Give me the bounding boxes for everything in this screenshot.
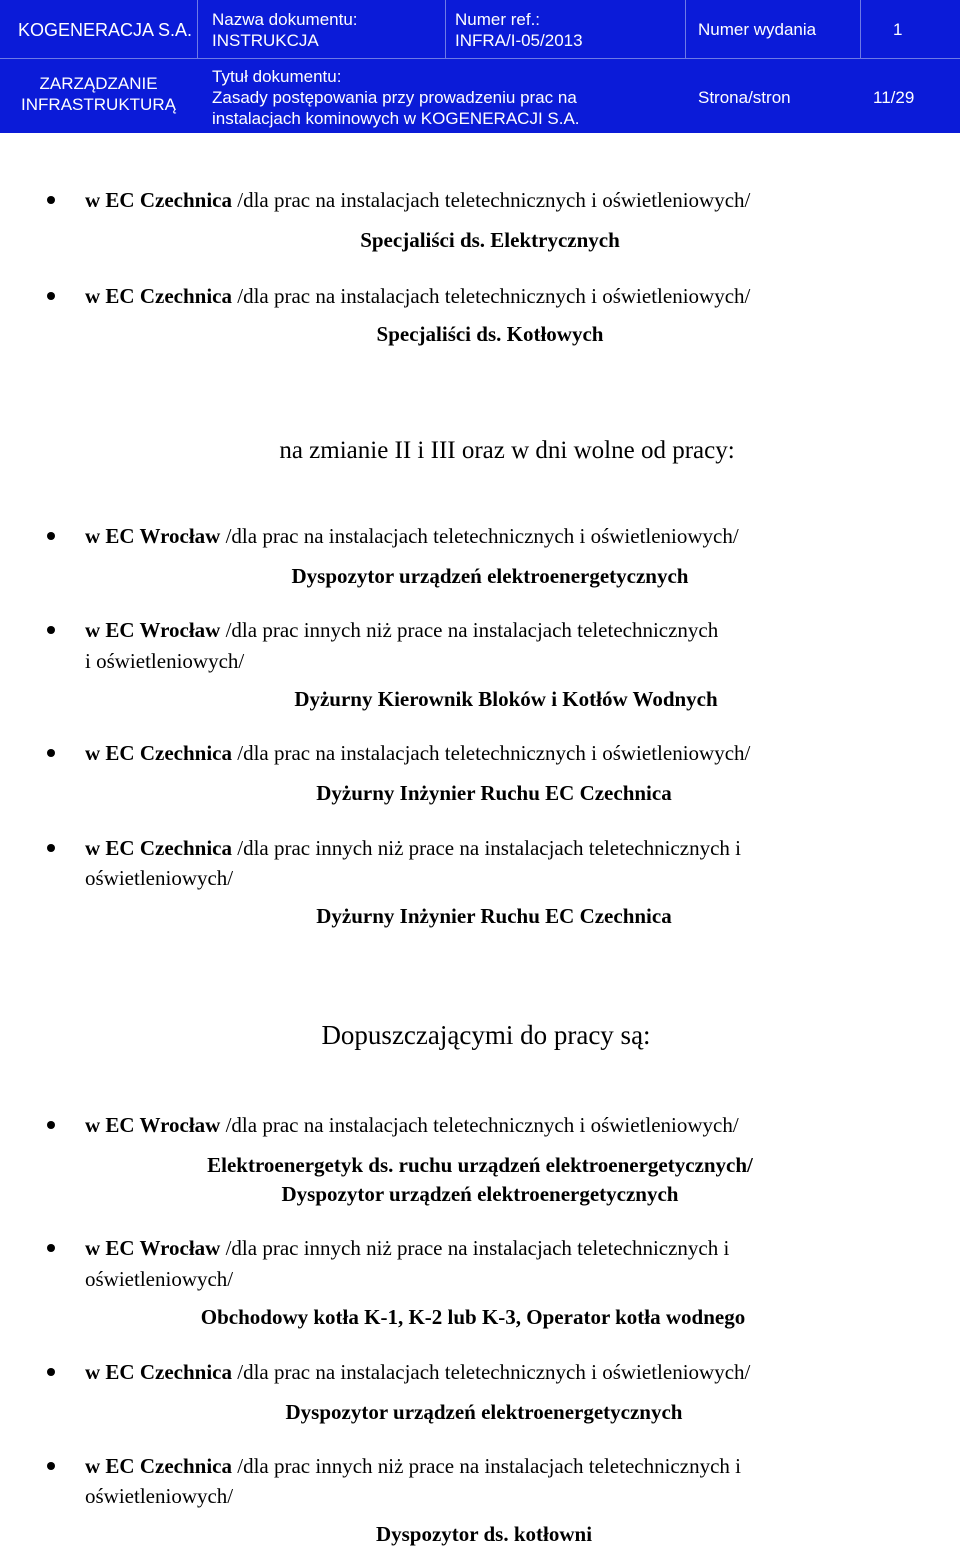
- title-line-1: Zasady postępowania przy prowadzeniu prac na: [212, 88, 577, 107]
- responsible-person: Dyżurny Inżynier Ruchu EC Czechnica: [316, 781, 672, 805]
- bullet-icon: [47, 1462, 55, 1470]
- page-number: 11/29: [873, 88, 915, 107]
- bullet-line-continuation: oświetleniowych/: [85, 1267, 234, 1291]
- header-divider: [445, 0, 446, 58]
- bullet-line-continuation: i oświetleniowych/: [85, 649, 245, 673]
- edition-number: 1: [893, 20, 903, 39]
- bullet-icon: [47, 292, 55, 300]
- header-divider: [0, 58, 960, 59]
- doc-name-label: Nazwa dokumentu:: [212, 10, 358, 29]
- ref-label: Numer ref.:: [455, 10, 541, 29]
- bullet-line: w EC Wrocław /dla prac na instalacjach teletechnicznych i oświetleniowych/: [85, 524, 739, 548]
- bullet-line: w EC Czechnica /dla prac innych niż prace na instalacjach teletechnicznych i: [85, 836, 741, 860]
- responsible-person: Dyspozytor urządzeń elektroenergetycznych: [285, 1400, 683, 1424]
- bullet-icon: [47, 1244, 55, 1252]
- company-name: KOGENERACJA S.A.: [18, 20, 193, 40]
- bullet-line: w EC Czechnica /dla prac innych niż prace na instalacjach teletechnicznych i: [85, 1454, 741, 1478]
- bullet-line: w EC Wrocław /dla prac innych niż prace na instalacjach teletechnicznych i: [85, 1236, 730, 1260]
- header-divider: [860, 0, 861, 58]
- bullet-icon: [47, 749, 55, 757]
- bullet-icon: [47, 1121, 55, 1129]
- bullet-icon: [47, 626, 55, 634]
- bullet-icon: [47, 532, 55, 540]
- bullet-line: w EC Wrocław /dla prac na instalacjach teletechnicznych i oświetleniowych/: [85, 1113, 739, 1137]
- section-heading: Dopuszczającymi do pracy są:: [321, 1020, 651, 1050]
- bullet-icon: [47, 844, 55, 852]
- bullet-icon: [47, 1368, 55, 1376]
- bullet-line: w EC Czechnica /dla prac na instalacjach teletechnicznych i oświetleniowych/: [85, 188, 751, 212]
- dept-line-2: INFRASTRUKTURĄ: [21, 95, 176, 114]
- bullet-line: w EC Czechnica /dla prac na instalacjach teletechnicznych i oświetleniowych/: [85, 1360, 751, 1384]
- page-label: Strona/stron: [698, 88, 791, 107]
- responsible-person: Specjaliści ds. Elektrycznych: [360, 228, 620, 252]
- title-line-2: instalacjach kominowych w KOGENERACJI S.A.: [212, 109, 580, 128]
- bullet-line: w EC Czechnica /dla prac na instalacjach teletechnicznych i oświetleniowych/: [85, 284, 751, 308]
- bullet-icon: [47, 196, 55, 204]
- responsible-person: Dyspozytor urządzeń elektroenergetycznych: [281, 1182, 679, 1206]
- dept-line-1: ZARZĄDZANIE: [39, 74, 158, 93]
- responsible-person: Dyspozytor urządzeń elektroenergetycznych: [291, 564, 689, 588]
- bullet-line-continuation: oświetleniowych/: [85, 866, 234, 890]
- responsible-person: Obchodowy kotła K-1, K-2 lub K-3, Operator kotła wodnego: [200, 1305, 746, 1329]
- responsible-person: Dyżurny Kierownik Bloków i Kotłów Wodnych: [294, 687, 718, 711]
- responsible-person: Elektroenergetyk ds. ruchu urządzeń elektroenergetycznych/: [207, 1153, 753, 1177]
- responsible-person: Dyspozytor ds. kotłowni: [375, 1522, 593, 1546]
- edition-label: Numer wydania: [698, 20, 817, 39]
- responsible-person: Specjaliści ds. Kotłowych: [376, 322, 604, 346]
- doc-name: INSTRUKCJA: [212, 31, 319, 50]
- header-divider: [685, 0, 686, 58]
- header-divider: [197, 0, 198, 58]
- title-label: Tytuł dokumentu:: [212, 67, 342, 86]
- section-heading: na zmianie II i III oraz w dni wolne od pracy:: [279, 437, 735, 464]
- bullet-line-continuation: oświetleniowych/: [85, 1484, 234, 1508]
- document-header: [0, 0, 960, 133]
- bullet-line: w EC Czechnica /dla prac na instalacjach teletechnicznych i oświetleniowych/: [85, 741, 751, 765]
- responsible-person: Dyżurny Inżynier Ruchu EC Czechnica: [316, 904, 672, 928]
- ref-number: INFRA/I-05/2013: [455, 31, 583, 50]
- bullet-line: w EC Wrocław /dla prac innych niż prace na instalacjach teletechnicznych: [85, 618, 719, 642]
